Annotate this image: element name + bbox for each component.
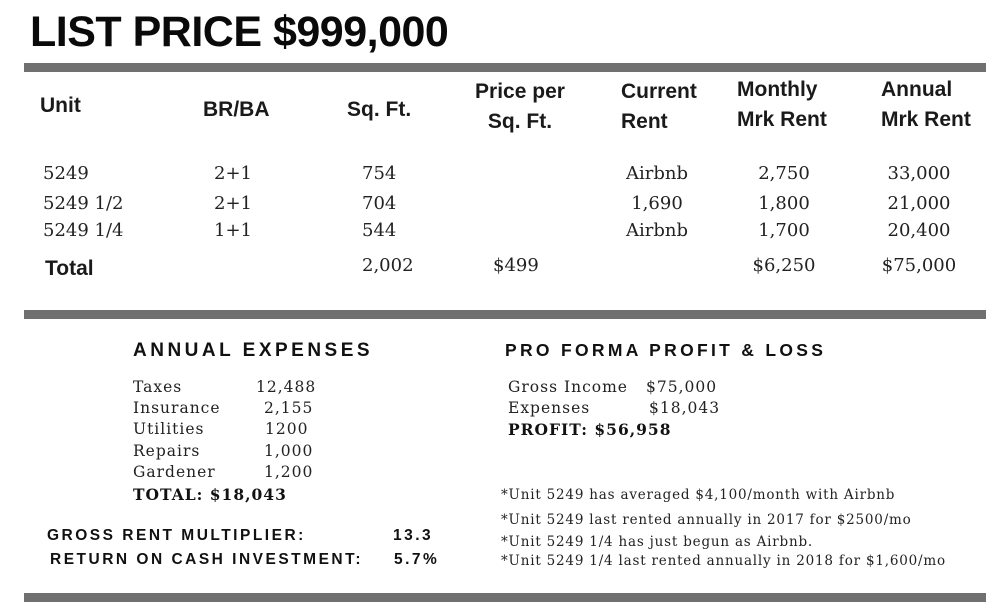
header-monthly-rent-line2: Mrk Rent bbox=[737, 108, 827, 131]
gross-income-label: Gross Income bbox=[508, 378, 628, 396]
cell-current-rent: Airbnb bbox=[626, 220, 688, 241]
header-sqft: Sq. Ft. bbox=[347, 98, 412, 121]
cell-annual-rent: 21,000 bbox=[887, 193, 951, 214]
footnote: *Unit 5249 1/4 last rented annually in 2018 for $1,600/mo bbox=[501, 553, 946, 569]
expenses-label: Expenses bbox=[508, 399, 591, 417]
expense-value: 1200 bbox=[265, 420, 309, 438]
footnote: *Unit 5249 last rented annually in 2017 for $2500/mo bbox=[501, 512, 912, 528]
expense-label: Repairs bbox=[133, 442, 201, 460]
footnote: *Unit 5249 1/4 has just begun as Airbnb. bbox=[501, 534, 814, 550]
total-annual-rent: $75,000 bbox=[881, 255, 957, 276]
expense-label: Gardener bbox=[133, 463, 216, 481]
expense-value: 1,000 bbox=[264, 442, 314, 460]
header-annual-rent-line2: Mrk Rent bbox=[881, 108, 971, 131]
top-divider bbox=[24, 63, 986, 72]
header-price-per-sqft-line2: Sq. Ft. bbox=[487, 110, 553, 133]
grm-label: GROSS RENT MULTIPLIER: bbox=[47, 527, 306, 544]
cell-unit: 5249 bbox=[43, 163, 89, 184]
cell-sqft: 544 bbox=[362, 220, 397, 241]
expense-value: 2,155 bbox=[264, 399, 314, 417]
cell-brba: 2+1 bbox=[214, 163, 252, 184]
expenses-total: TOTAL: $18,043 bbox=[133, 485, 287, 504]
cell-current-rent: Airbnb bbox=[626, 163, 688, 184]
footnote: *Unit 5249 has averaged $4,100/month with Airbnb bbox=[501, 487, 896, 503]
pro-forma-title: PRO FORMA PROFIT & LOSS bbox=[505, 340, 827, 360]
expense-value: 12,488 bbox=[256, 378, 317, 396]
header-monthly-rent-line1: Monthly bbox=[737, 78, 818, 101]
bottom-divider bbox=[24, 593, 986, 602]
cell-monthly-rent: 1,700 bbox=[758, 220, 810, 241]
cell-unit: 5249 1/4 bbox=[43, 220, 124, 241]
header-current-rent-line2: Rent bbox=[621, 110, 668, 133]
cell-monthly-rent: 2,750 bbox=[758, 163, 810, 184]
middle-divider bbox=[24, 310, 986, 319]
grm-value: 13.3 bbox=[393, 527, 434, 544]
header-price-per-sqft bbox=[458, 77, 582, 137]
header-monthly-rent bbox=[737, 75, 827, 135]
page-title: LIST PRICE $999,000 bbox=[30, 8, 449, 56]
expense-label: Utilities bbox=[133, 420, 205, 438]
total-price-per-sqft: $499 bbox=[493, 255, 539, 276]
header-unit: Unit bbox=[40, 94, 81, 117]
annual-expenses-title: ANNUAL EXPENSES bbox=[133, 340, 374, 361]
expense-value: 1,200 bbox=[264, 463, 314, 481]
header-annual-rent-line1: Annual bbox=[881, 78, 953, 101]
cell-sqft: 704 bbox=[362, 193, 397, 214]
gross-income-value: $75,000 bbox=[646, 378, 718, 396]
header-price-per-sqft-line1: Price per bbox=[475, 80, 565, 103]
roci-label: RETURN ON CASH INVESTMENT: bbox=[50, 551, 364, 568]
expense-label: Insurance bbox=[133, 399, 221, 417]
cell-brba: 1+1 bbox=[214, 220, 252, 241]
header-current-rent bbox=[621, 77, 697, 137]
total-monthly-rent: $6,250 bbox=[752, 255, 816, 276]
header-current-rent-line1: Current bbox=[621, 80, 697, 103]
cell-current-rent: 1,690 bbox=[631, 193, 683, 214]
expense-label: Taxes bbox=[133, 378, 183, 396]
profit: PROFIT: $56,958 bbox=[508, 420, 672, 439]
cell-annual-rent: 33,000 bbox=[887, 163, 951, 184]
roci-value: 5.7% bbox=[394, 551, 440, 568]
cell-unit: 5249 1/2 bbox=[43, 193, 124, 214]
header-brba: BR/BA bbox=[203, 98, 270, 121]
cell-sqft: 754 bbox=[362, 163, 397, 184]
header-annual-rent bbox=[881, 75, 971, 135]
cell-monthly-rent: 1,800 bbox=[758, 193, 810, 214]
cell-annual-rent: 20,400 bbox=[887, 220, 951, 241]
expenses-value: $18,043 bbox=[649, 399, 721, 417]
total-label: Total bbox=[45, 257, 94, 280]
cell-brba: 2+1 bbox=[214, 193, 252, 214]
total-sqft: 2,002 bbox=[362, 255, 414, 276]
